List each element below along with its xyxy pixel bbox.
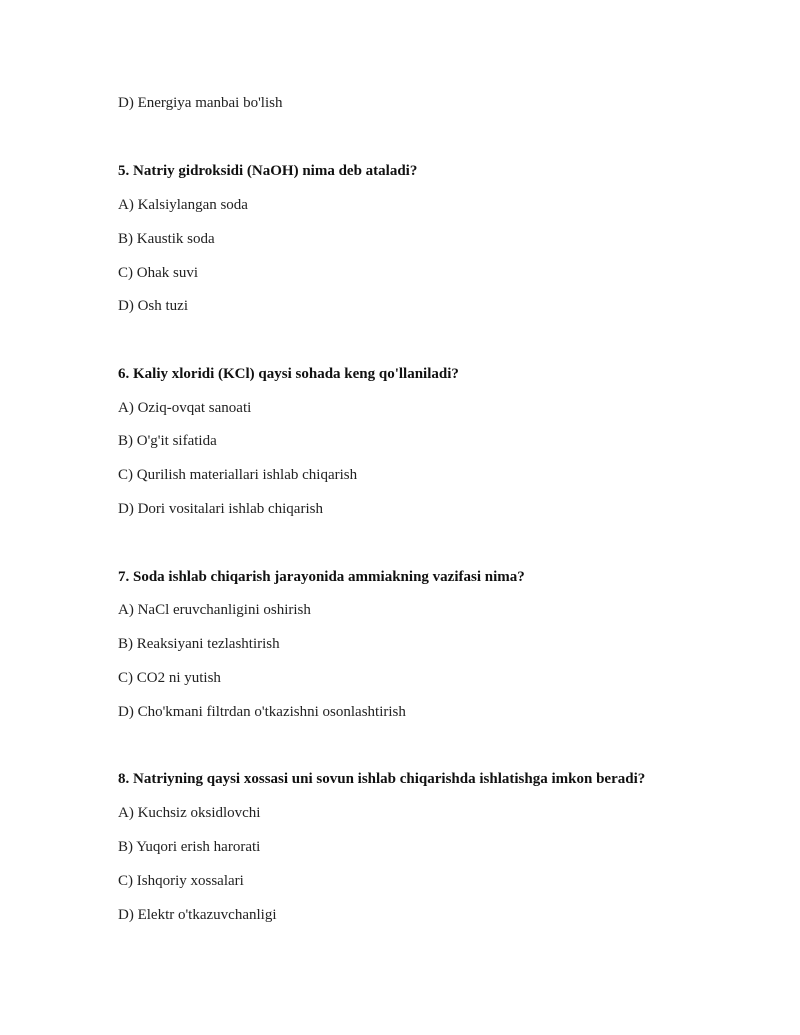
option-5a: A) Kalsiylangan soda	[118, 197, 248, 213]
option-6b: B) O'g'it sifatida	[118, 433, 217, 449]
option-8a: A) Kuchsiz oksidlovchi	[118, 805, 261, 821]
option-8c: C) Ishqoriy xossalari	[118, 873, 244, 889]
option-4d: D) Energiya manbai bo'lish	[118, 95, 283, 111]
option-7c: C) CO2 ni yutish	[118, 670, 221, 686]
question-6: 6. Kaliy xloridi (KCl) qaysi sohada keng qo'llaniladi?	[118, 366, 459, 382]
option-7a: A) NaCl eruvchanligini oshirish	[118, 602, 311, 618]
option-7b: B) Reaksiyani tezlashtirish	[118, 636, 280, 652]
option-6d: D) Dori vositalari ishlab chiqarish	[118, 501, 323, 517]
option-8d: D) Elektr o'tkazuvchanligi	[118, 907, 277, 923]
option-7d: D) Cho'kmani filtrdan o'tkazishni osonlashtirish	[118, 704, 406, 720]
option-8b: B) Yuqori erish harorati	[118, 839, 261, 855]
question-5: 5. Natriy gidroksidi (NaOH) nima deb ataladi?	[118, 163, 418, 179]
option-5c: C) Ohak suvi	[118, 265, 198, 281]
option-6c: C) Qurilish materiallari ishlab chiqarish	[118, 467, 358, 483]
question-8: 8. Natriyning qaysi xossasi uni sovun ishlab chiqarishda ishlatishga imkon beradi?	[118, 771, 646, 787]
option-5b: B) Kaustik soda	[118, 231, 215, 247]
question-7: 7. Soda ishlab chiqarish jarayonida ammiakning vazifasi nima?	[118, 569, 525, 585]
option-5d: D) Osh tuzi	[118, 298, 188, 314]
option-6a: A) Oziq-ovqat sanoati	[118, 400, 252, 416]
